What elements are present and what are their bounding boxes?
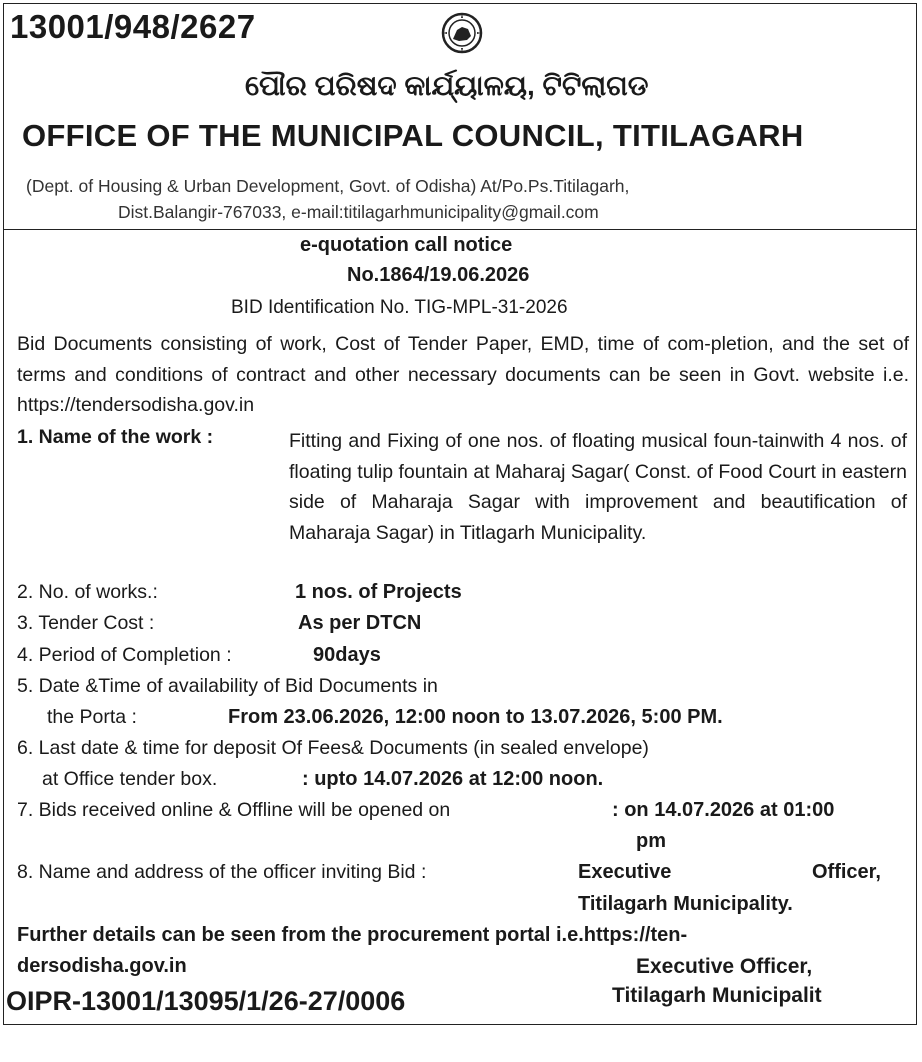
deposit-label: 6. Last date & time for deposit Of Fees& Documents (in sealed envelope) <box>17 737 649 759</box>
officer-organisation: Titilagarh Municipality. <box>578 893 793 915</box>
further-details: Further details can be seen from the procurement portal i.e.https://ten- <box>17 924 688 946</box>
address-line: Dist.Balangir-767033, e-mail:titilagarhmunicipality@gmail.com <box>118 202 599 222</box>
tender-cost-value: As per DTCN <box>298 612 422 634</box>
officer-label: 8. Name and address of the officer inviting Bid : <box>17 861 427 883</box>
signatory-organisation: Titilagarh Municipalit <box>612 984 822 1007</box>
bid-opening-label: 7. Bids received online & Offline will be opened on <box>17 799 451 821</box>
odia-office-title: ପୌର ପରିଷଦ କାର୍ଯ୍ୟାଳୟ, ଟିଟିଲାଗଡ <box>245 70 649 101</box>
bid-identification: BID Identification No. TIG-MPL-31-2026 <box>231 297 568 318</box>
department-line: (Dept. of Housing & Urban Development, Govt. of Odisha) At/Po.Ps.Titilagarh, <box>26 176 630 196</box>
tender-cost-label: 3. Tender Cost : <box>17 612 155 634</box>
intro-paragraph: Bid Documents consisting of work, Cost of Tender Paper, EMD, time of com-pletion, and the set of terms and conditions of contract and other necessary documents can be seen in Govt. website i.e. https://tendersodisha.gov.in <box>17 333 909 416</box>
bid-opening-value: : on 14.07.2026 at 01:00 <box>612 799 835 821</box>
deposit-value: : upto 14.07.2026 at 12:00 noon. <box>302 768 604 790</box>
works-count-value: 1 nos. of Projects <box>295 581 462 603</box>
office-title: OFFICE OF THE MUNICIPAL COUNCIL, TITILAGARH <box>22 118 804 153</box>
odisha-emblem-icon <box>441 12 483 54</box>
availability-label-cont: the Porta : <box>47 706 137 728</box>
work-name-description: Fitting and Fixing of one nos. of floating musical foun-tainwith 4 nos. of floating tulip fountain at Maharaj Sagar( Const. of Food Court in eastern side of Maharaja Sagar with improvement and beautification of Maharaja Sagar) in Titlagarh Municipality. <box>289 430 907 544</box>
deposit-label-cont: at Office tender box. <box>42 768 218 790</box>
availability-label: 5. Date &Time of availability of Bid Documents in <box>17 675 438 697</box>
bid-opening-value-cont: pm <box>636 830 666 852</box>
completion-period-label: 4. Period of Completion : <box>17 644 232 666</box>
further-details-cont: dersodisha.gov.in <box>17 955 187 977</box>
works-count-label: 2. No. of works.: <box>17 581 158 603</box>
notice-number: No.1864/19.06.2026 <box>347 264 530 286</box>
officer-value-cont: Officer, <box>812 861 881 883</box>
signatory-title: Executive Officer, <box>636 955 813 978</box>
notice-title: e-quotation call notice <box>300 234 513 256</box>
work-name-label: 1. Name of the work : <box>17 426 214 448</box>
oipr-number: OIPR-13001/13095/1/26-27/0006 <box>6 986 406 1016</box>
availability-value: From 23.06.2026, 12:00 noon to 13.07.2026, 5:00 PM. <box>228 706 723 728</box>
header-divider <box>3 229 917 230</box>
completion-period-value: 90days <box>313 644 381 666</box>
officer-value: Executive <box>578 861 672 883</box>
reference-number: 13001/948/2627 <box>10 8 256 45</box>
